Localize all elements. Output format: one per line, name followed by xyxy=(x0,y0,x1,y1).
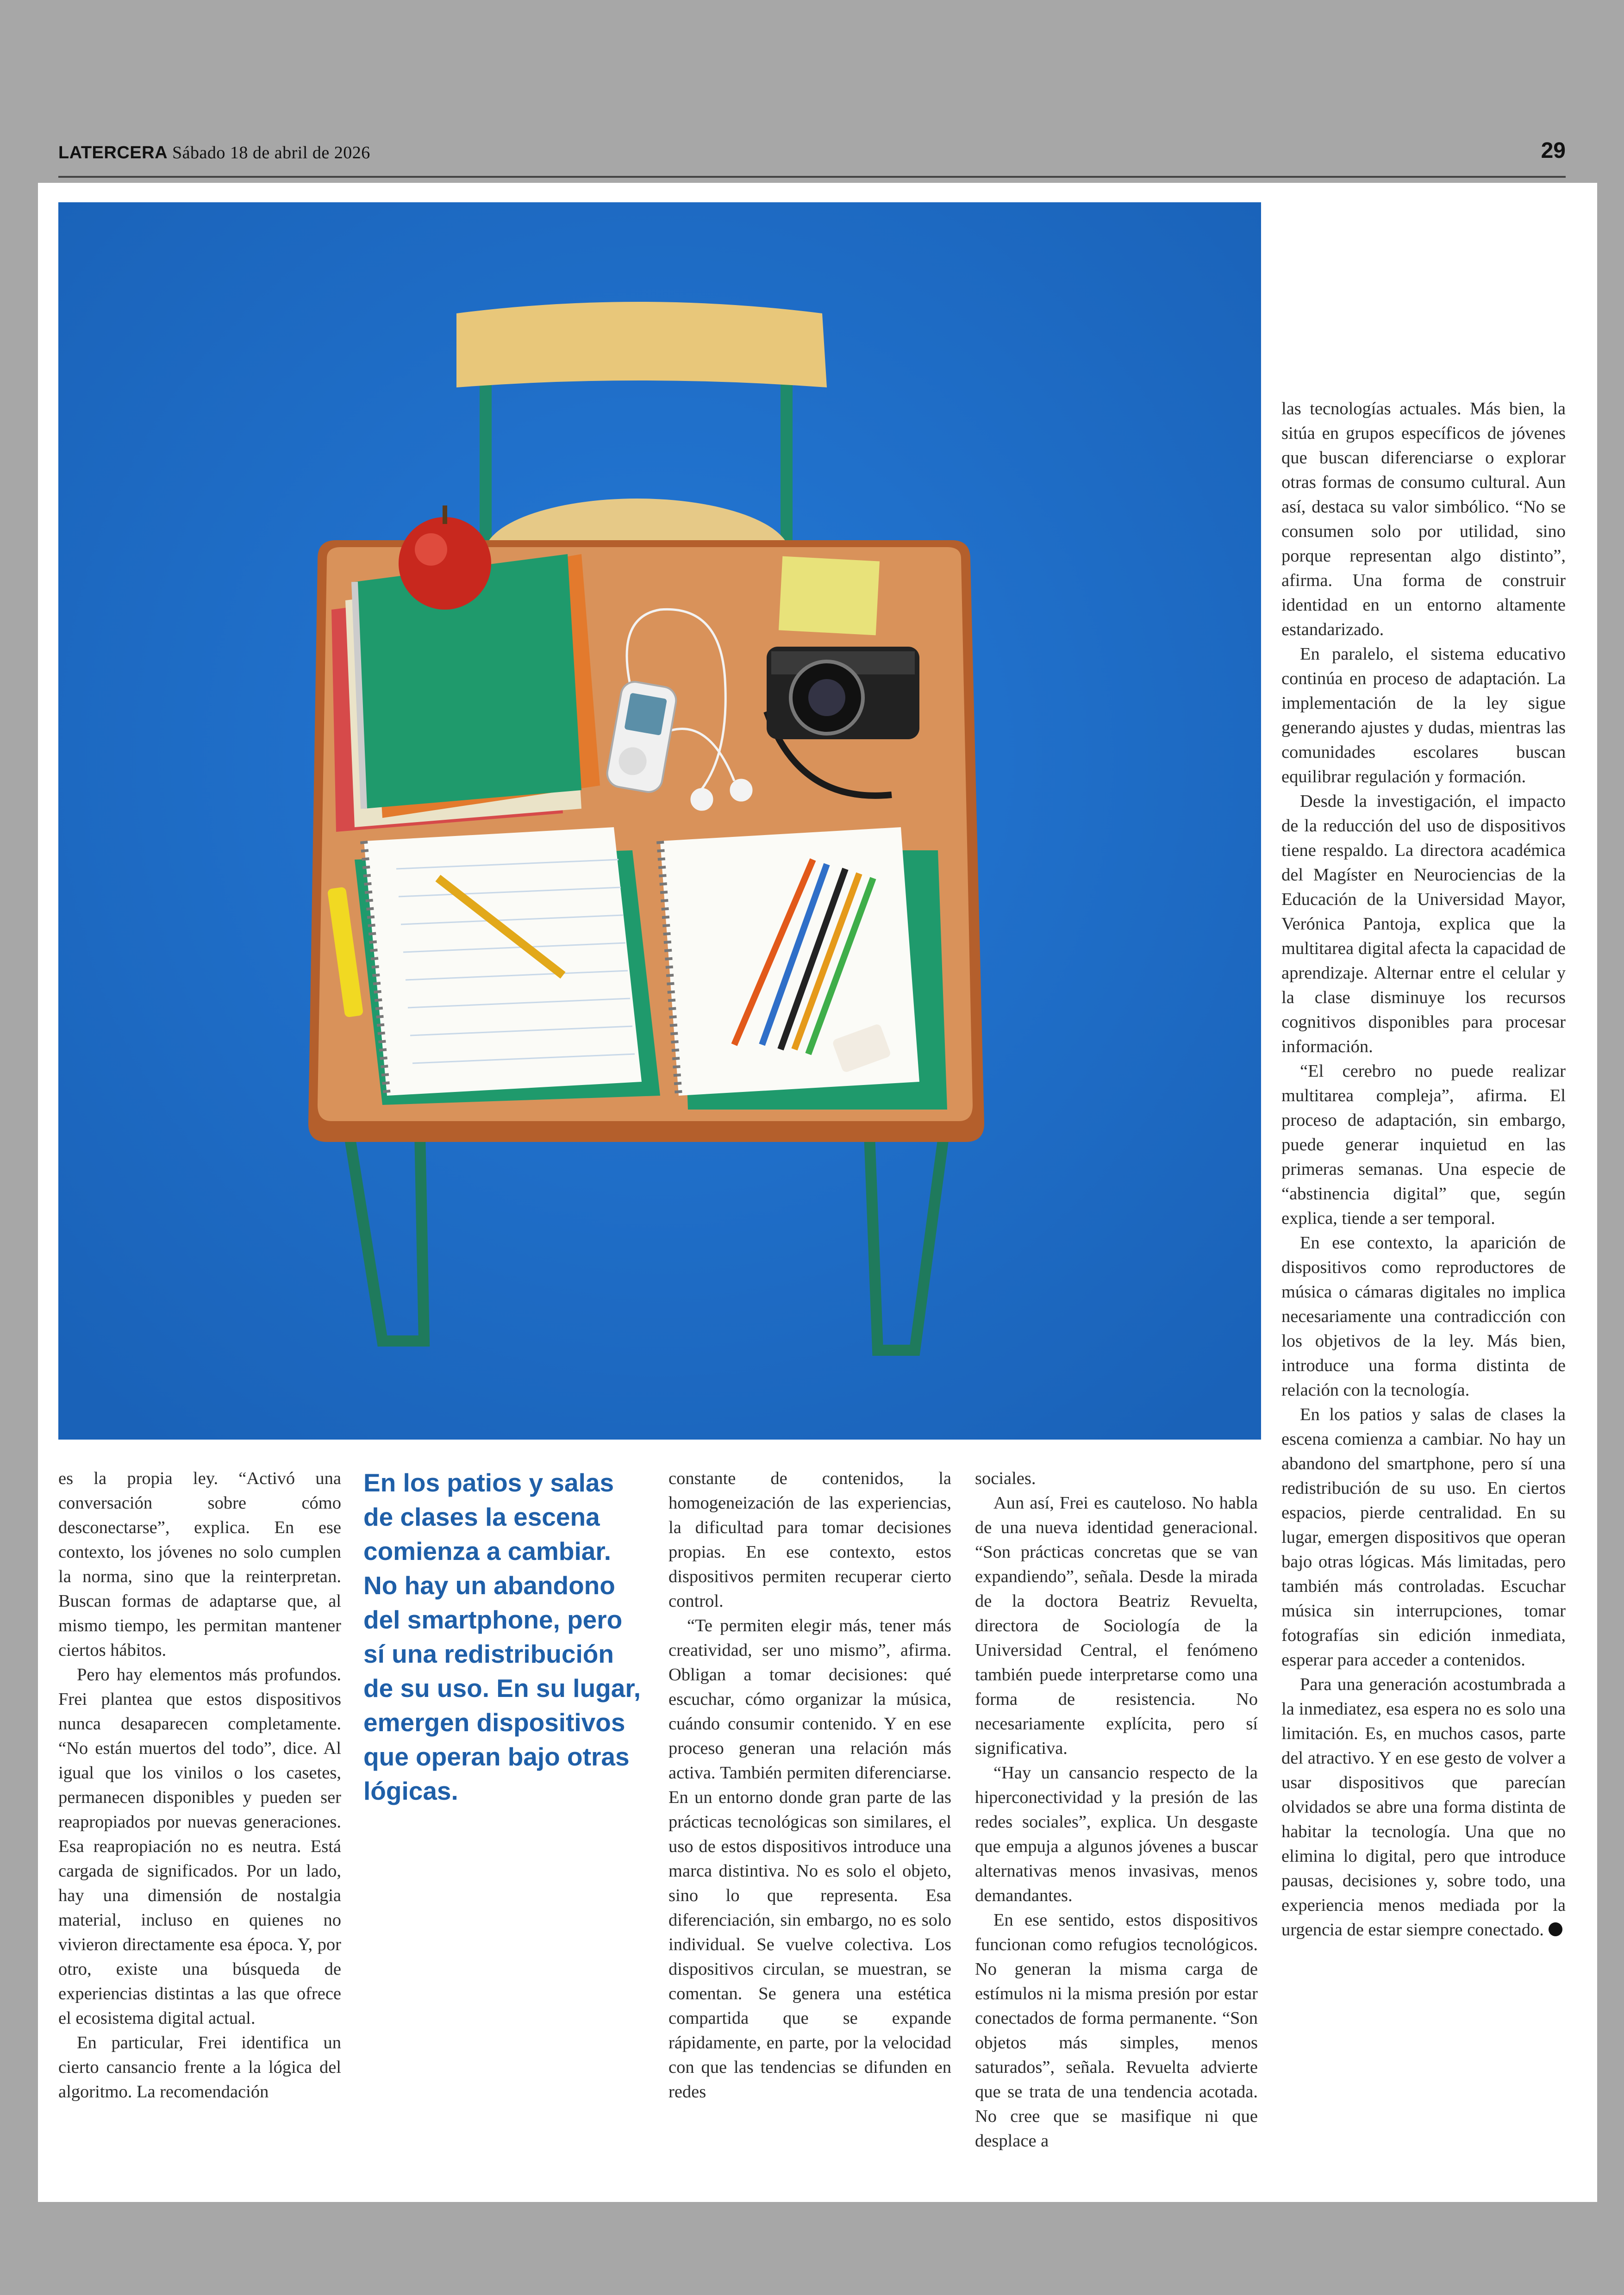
paragraph: En particular, Frei identifica un cierto cansancio frente a la lógica del algoritmo. La recomendación xyxy=(58,2033,341,2102)
brand-name: LATERCERA xyxy=(58,143,168,162)
page-header xyxy=(58,130,1566,181)
article-photo xyxy=(58,202,1261,1440)
paragraph: Aun así, Frei es cauteloso. No habla de una nueva identidad generacional. “Son prácticas concretas que se van expandiendo”, señala. Desde la mirada de la doctora Beatriz Revuelta, directora de Sociología de la Universidad Central, el fenómeno también puede interpretarse como una forma de resistencia. No necesariamente explícita, pero sí significativa. xyxy=(975,1493,1258,1758)
paragraph: es la propia ley. “Activó una conversación sobre cómo desconectarse”, explica. En ese contexto, los jóvenes no solo cumplen la norma, sino que la reinterpretan. Buscan formas de adaptarse que, al mismo tiempo, les permitan mantener ciertos hábitos. xyxy=(58,1469,341,1660)
masthead xyxy=(58,143,370,163)
desk-illustration xyxy=(58,202,1261,1440)
article-column-4 xyxy=(975,1466,1258,2153)
article-column-1 xyxy=(58,1466,341,2104)
paragraph: las tecnologías actuales. Más bien, la sitúa en grupos específicos de jóvenes que buscan diferenciarse o explorar otras formas de consumo cultural. Aun así, destaca su valor simbólico. “No se consumen solo por utilidad, sino porque representan algo distinto”, afirma. Una forma de construir identidad en un entorno altamente estandarizado. xyxy=(1281,399,1566,639)
header-rule xyxy=(58,176,1566,178)
paragraph: sociales. xyxy=(975,1469,1036,1488)
paragraph xyxy=(1281,1672,1566,1942)
paragraph: En paralelo, el sistema educativo continúa en proceso de adaptación. La implementación de la ley sigue generando ajustes y dudas, mientras las comunidades escolares buscan equilibrar regulación y formación. xyxy=(1281,644,1566,786)
paragraph-text: Para una generación acostumbrada a la inmediatez, esa espera no es solo una limitación. Es, en muchos casos, parte del atractivo. Y en ese gesto de volver a usar dispositivos que parecían olvidados se abre una forma distinta de habitar la tecnología. Una que no elimina lo digital, pero que introduce pausas, decisiones y, sobre todo, una experiencia menos mediada por la urgencia de estar siempre conectado. xyxy=(1281,1675,1566,1940)
paragraph: Desde la investigación, el impacto de la reducción del uso de dispositivos tiene respaldo. La directora académica del Magíster en Neurociencias de la Educación de la Universidad Mayor, Verónica Pantoja, explica que la multitarea digital afecta la capacidad de aprendizaje. Alternar entre el celular y la clase disminuye los recursos cognitivos disponibles para procesar información. xyxy=(1281,792,1566,1056)
paragraph: constante de contenidos, la homogeneización de las experiencias, la dificultad para tomar decisiones propias. En ese contexto, estos dispositivos permiten recuperar cierto control. xyxy=(668,1469,951,1611)
issue-date: Sábado 18 de abril de 2026 xyxy=(172,143,370,162)
article-column-3 xyxy=(668,1466,951,2104)
paragraph: En ese sentido, estos dispositivos funcionan como refugios tecnológicos. No generan la misma carga de estímulos ni la misma presión por estar conectados de forma permanente. “Son objetos más simples, menos saturados”, señala. Revuelta advierte que se trata de una tendencia acotada. No cree que se masifique ni que desplace a xyxy=(975,1910,1258,2151)
end-mark-icon xyxy=(1549,1922,1562,1936)
paragraph: En los patios y salas de clases la escena comienza a cambiar. No hay un abandono del smartphone, pero sí una redistribución de su uso. En ciertos espacios, pierde centralidad. En su lugar, emergen dispositivos que operan bajo otras lógicas. Más limitadas, pero también más controladas. Escuchar música sin interrupciones, tomar fotografías sin edición inmediata, esperar para acceder a contenidos. xyxy=(1281,1405,1566,1670)
pull-quote: En los patios y salas de clases la escena comienza a cambiar. No hay un abandono del smartphone, pero sí una redistribución de su uso. En su lugar, emergen dispositivos que operan bajo otras lógicas. xyxy=(363,1468,641,1805)
paragraph: “El cerebro no puede realizar multitarea compleja”, afirma. El proceso de adaptación, sin embargo, puede generar inquietud en las primeras semanas. Una especie de “abstinencia digital” que, según explica, tiende a ser temporal. xyxy=(1281,1061,1566,1228)
page-number: 29 xyxy=(1541,138,1566,163)
paragraph: En ese contexto, la aparición de dispositivos como reproductores de música o cámaras digitales no implica necesariamente una contradicción con los objetivos de la ley. Más bien, introduce una forma distinta de relación con la tecnología. xyxy=(1281,1233,1566,1400)
notebook-icon xyxy=(660,827,947,1110)
paragraph: “Hay un cansancio respecto de la hiperconectividad y la presión de las redes sociales”, explica. Un desgaste que empuja a algunos jóvenes a buscar alternativas menos invasivas, menos demandantes. xyxy=(975,1763,1258,1905)
article-column-5 xyxy=(1281,397,1566,1942)
sticky-note-icon xyxy=(779,556,880,636)
paragraph: “Te permiten elegir más, tener más creatividad, ser uno mismo”, afirma. Obligan a tomar decisiones: qué escuchar, cómo organizar la música, cuándo consumir contenido. Y en ese proceso generan una relación más activa. También permiten diferenciarse. En un entorno donde gran parte de las prácticas tecnológicas son similares, el uso de estos dispositivos introduce una marca distintiva. No es solo el objeto, sino lo que representa. Esa diferenciación, sin embargo, no es solo individual. Se vuelve colectiva. Los dispositivos circulan, se muestran, se comentan. Se genera una estética compartida que se expande rápidamente, en parte, por la velocidad con que las tendencias se difunden en redes xyxy=(668,1616,951,2102)
paragraph: Pero hay elementos más profundos. Frei plantea que estos dispositivos nunca desaparecen completamente. “No están muertos del todo”, dice. Al igual que los vinilos o los casetes, permanecen disponibles y pueden ser reapropiados por nuevas generaciones. Esa reapropiación no es neutra. Está cargada de significados. Por un lado, hay una dimensión de nostalgia material, incluso en quienes no vivieron directamente esa época. Y, por otro, existe una búsqueda de experiencias distintas a las que ofrece el ecosistema digital actual. xyxy=(58,1665,341,2028)
